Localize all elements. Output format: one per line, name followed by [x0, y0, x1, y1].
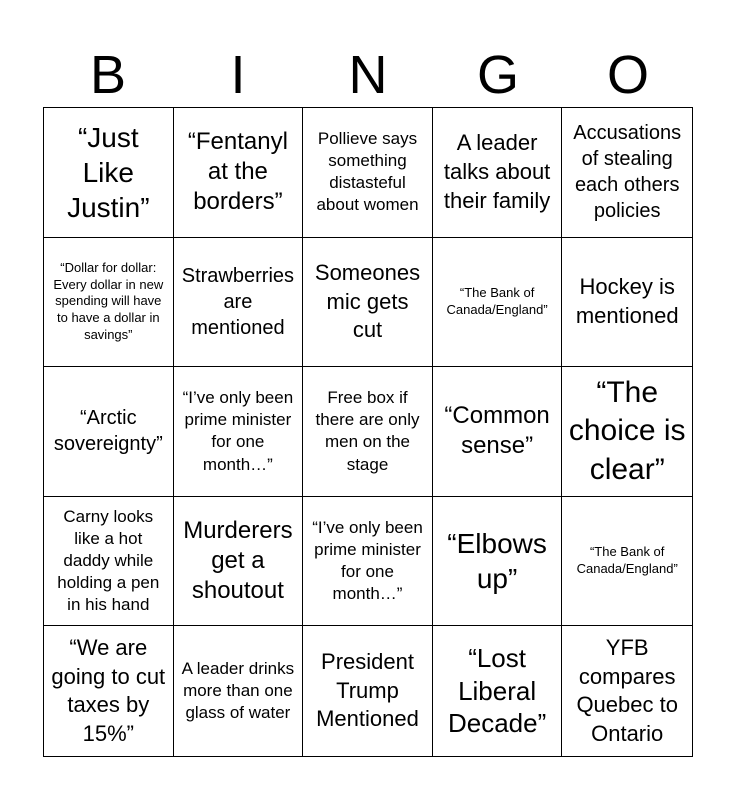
- bingo-cell[interactable]: [303, 108, 433, 238]
- cell-text: Murderers get a shoutout: [183, 517, 293, 605]
- cell-text: Hockey is mentioned: [575, 274, 679, 328]
- bingo-cell[interactable]: [44, 626, 174, 756]
- bingo-cell[interactable]: [562, 626, 692, 756]
- bingo-cell[interactable]: [303, 238, 433, 368]
- cell-text: Pollieve says something distasteful about women: [316, 129, 419, 215]
- cell-text: A leader talks about their family: [443, 130, 551, 213]
- bingo-cell[interactable]: [562, 367, 692, 497]
- bingo-cell[interactable]: [433, 367, 563, 497]
- bingo-cell[interactable]: [174, 497, 304, 627]
- bingo-cell[interactable]: [303, 497, 433, 627]
- bingo-cell[interactable]: [433, 108, 563, 238]
- bingo-cell[interactable]: [44, 497, 174, 627]
- header-letter-i: I: [230, 45, 246, 105]
- header-letter-n: N: [348, 45, 388, 105]
- bingo-cell[interactable]: [44, 238, 174, 368]
- cell-text: “Elbows up”: [447, 528, 547, 595]
- bingo-cell[interactable]: [174, 108, 304, 238]
- bingo-cell[interactable]: [44, 108, 174, 238]
- cell-text: “Just Like Justin”: [67, 121, 150, 223]
- bingo-cell[interactable]: [303, 626, 433, 756]
- cell-text: “I’ve only been prime minister for one month…”: [182, 388, 294, 474]
- bingo-cell[interactable]: [562, 238, 692, 368]
- cell-text: “The Bank of Canada/England”: [446, 285, 548, 317]
- cell-text: “We are going to cut taxes by 15%”: [51, 635, 166, 746]
- bingo-cell[interactable]: [174, 367, 304, 497]
- cell-text: “Common sense”: [444, 402, 550, 460]
- cell-text: Strawberries are mentioned: [181, 264, 295, 339]
- bingo-cell[interactable]: [174, 626, 304, 756]
- cell-text: “I’ve only been prime minister for one month…”: [312, 517, 423, 604]
- cell-text: Accusations of stealing each others policies: [573, 122, 682, 223]
- bingo-cell[interactable]: [44, 367, 174, 497]
- cell-text: “Fentanyl at the borders”: [187, 128, 288, 216]
- bingo-cell[interactable]: [303, 367, 433, 497]
- bingo-cell[interactable]: [562, 108, 692, 238]
- bingo-header: [43, 44, 693, 106]
- cell-text: “Lost Liberal Decade”: [447, 643, 547, 739]
- bingo-cell[interactable]: [433, 497, 563, 627]
- header-letter-g: G: [476, 45, 519, 105]
- bingo-cell[interactable]: [433, 238, 563, 368]
- cell-text: YFB compares Quebec to Ontario: [576, 635, 678, 746]
- cell-text: A leader drinks more than one glass of water: [181, 659, 295, 723]
- cell-text: Someones mic gets cut: [314, 260, 421, 343]
- header-letter-o: O: [606, 45, 649, 105]
- cell-text: “Dollar for dollar: Every dollar in new spending will have to have a dollar in savings”: [53, 259, 164, 343]
- cell-text: Carny looks like a hot daddy while holding a pen in his hand: [57, 506, 160, 615]
- cell-text: “The choice is clear”: [568, 375, 686, 486]
- bingo-cell[interactable]: [562, 497, 692, 627]
- cell-text: “The Bank of Canada/England”: [576, 544, 678, 577]
- cell-text: “Arctic sovereignty”: [53, 407, 163, 456]
- cell-text: President Trump Mentioned: [316, 649, 419, 732]
- bingo-cell[interactable]: [174, 238, 304, 368]
- cell-text: Free box if there are only men on the stage: [315, 388, 420, 474]
- bingo-cell[interactable]: [433, 626, 563, 756]
- bingo-grid: [43, 107, 693, 757]
- header-letter-b: B: [89, 45, 127, 105]
